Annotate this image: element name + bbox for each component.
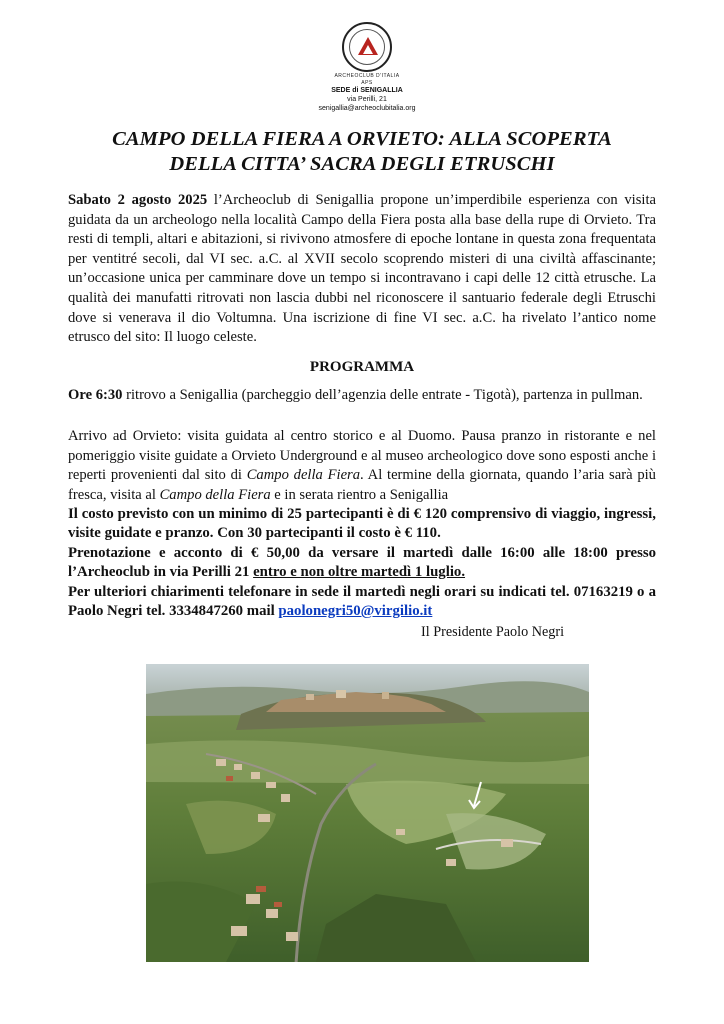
itinerary-paragraph [68,427,656,505]
landscape-image-icon [146,664,589,962]
booking-deadline: entro e non oltre martedì 1 luglio. [253,564,466,581]
archeoclub-logo-icon [342,22,392,72]
itinerary-text-b: . Al termine della giornata, quando l’aria sarà più fresca, visita al [68,467,656,503]
contact-mail-link[interactable]: paolonegri50@virgilio.it [278,603,433,620]
title-line-1: CAMPO DELLA FIERA A ORVIETO: ALLA SCOPERTA [112,128,612,150]
itinerary-text-c: e in serata rientro a Senigallia [270,486,449,503]
intro-text: l’Archeoclub di Senigallia propone un’imperdibile esperienza con visita guidata da un archeologo nella località Campo della Fiera posta alla base della rupe di Orvieto. Tra resti di templi, altari e abitazioni, si rivivono atmosfere di epoche lontane in questa zona frequentata per ventitré secoli, dal VI sec. a.C. al XVII secolo scoprendo misteri di una civiltà affascinante; un’occasione unica per camminare dove un tempo si incontravano i capi delle 12 città etrusche. La qualità dei manufatti ritrovati non lascia dubbi nel riconoscere il santuario federale degli Etruschi dove si venerava il dio Voltumna. Una iscrizione di fine VI sec. a.C. ha rivelato l’antico nome etrusco del sito: Il luogo celeste. [68,192,657,346]
site-name-2: Campo della Fiera [159,486,271,503]
header-logo-block [312,22,422,113]
event-date: Sabato 2 agosto 2025 [68,192,208,208]
sede-address: via Perilli, 21 [347,96,387,103]
meeting-paragraph [68,386,656,406]
intro-paragraph [68,191,656,348]
meeting-text: ritrovo a Senigallia (parcheggio dell’agenzia delle entrate - Tigotà), partenza in pullman. [122,387,643,403]
page-title [60,127,664,177]
sede-label: SEDE di SENIGALLIA [331,87,403,94]
info-block [68,505,656,621]
aerial-photo-orvieto [146,664,589,962]
site-name-1: Campo della Fiera [246,467,361,484]
programma-heading: PROGRAMMA [309,359,415,375]
sede-email: senigallia@archeoclubitalia.org [318,105,416,112]
meeting-time: Ore 6:30 [68,387,123,403]
title-line-2: DELLA CITTA’ SACRA DEGLI ETRUSCHI [169,153,555,175]
logo-sub: APS [361,80,373,86]
cost-text: Il costo previsto con un minimo di 25 partecipanti è di € 120 comprensivo di viaggio, ingressi, visite guidate e pranzo. Con 30 partecipanti il costo è € 110. [68,506,656,542]
logo-name: ARCHEOCLUB D'ITALIA [334,73,400,79]
signature: Il Presidente Paolo Negri [421,624,565,640]
itinerary-text-a: Arrivo ad Orvieto: visita guidata al centro storico e al Duomo. Pausa pranzo in ristorante e nel pomeriggio visite guidate a Orvieto Underground e al museo archeologico dove sono esposti anche i reperti provenienti dal sito di [68,428,656,484]
booking-text: Prenotazione e acconto di € 50,00 da versare il martedì dalle 16:00 alle 18:00 presso l’Archeoclub in via Perilli 21 [68,544,656,581]
contacts-text: Per ulteriori chiarimenti telefonare in sede il martedì negli orari su indicati tel. 07163219 o a Paolo Negri tel. 3334847260 mail [68,583,656,620]
